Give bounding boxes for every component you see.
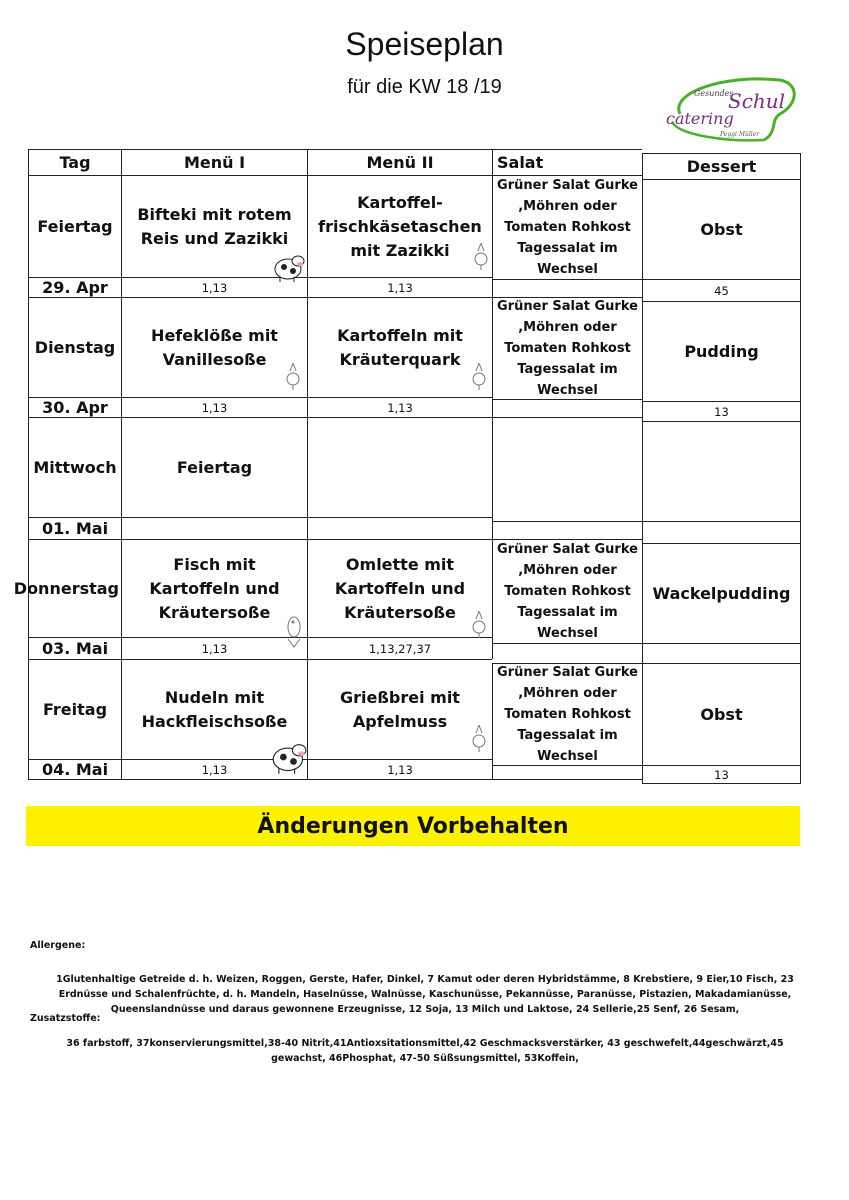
day-cell: Dienstag (28, 297, 121, 397)
menu2-cell: Kartoffeln mit Kräuterquark (307, 297, 492, 397)
radish-icon (470, 361, 488, 395)
column-header-menu1: Menü I (121, 149, 307, 175)
day-cell: Feiertag (28, 175, 121, 277)
radish-icon (284, 361, 302, 395)
page-title: Speiseplan (345, 26, 504, 62)
salad-allergen-code (492, 279, 642, 297)
dessert-cell (642, 421, 801, 521)
salad-cell: Grüner Salat Gurke ,Möhren oder Tomaten Rohkost Tagessalat im Wechsel (492, 297, 642, 399)
column-header-day: Tag (28, 149, 121, 175)
logo-brand-a: Schul (728, 89, 786, 113)
dessert-allergen-code (642, 521, 801, 543)
menu2-allergen-code: 1,13 (307, 759, 492, 780)
dessert-cell: Pudding (642, 301, 801, 401)
catering-logo-graphic (660, 74, 800, 150)
menu1-cell: Nudeln mit Hackfleischsoße (121, 659, 307, 759)
salad-cell: Grüner Salat Gurke ,Möhren oder Tomaten Rohkost Tagessalat im Wechsel (492, 539, 642, 643)
menu1-cell: Fisch mit Kartoffeln und Kräutersoße (121, 539, 307, 637)
date-cell: 04. Mai (28, 759, 121, 780)
menu-table (13, 149, 801, 782)
day-cell: Freitag (28, 659, 121, 759)
dessert-allergen-code (642, 643, 801, 663)
allergens-heading: Allergene: (30, 940, 86, 951)
date-cell: 03. Mai (28, 637, 121, 659)
additives-heading: Zusatzstoffe: (30, 1013, 101, 1024)
salad-allergen-code (492, 643, 642, 659)
salad-allergen-code (492, 765, 642, 780)
cow-icon (268, 739, 310, 779)
menu2-cell: Kartoffel-frischkäsetaschen mit Zazikki (307, 175, 492, 277)
dessert-cell: Obst (642, 663, 801, 765)
menu1-allergen-code: 1,13 (121, 637, 307, 659)
date-cell: 30. Apr (28, 397, 121, 417)
menu2-allergen-code: 1,13 (307, 277, 492, 297)
menu2-cell (307, 417, 492, 517)
logo-top-text: Gesundes (694, 89, 734, 98)
salad-cell: Grüner Salat Gurke ,Möhren oder Tomaten Rohkost Tagessalat im Wechsel (492, 175, 642, 279)
radish-icon (472, 241, 490, 275)
salad-cell: Grüner Salat Gurke ,Möhren oder Tomaten Rohkost Tagessalat im Wechsel (492, 663, 642, 765)
radish-icon (470, 723, 488, 757)
day-cell: Mittwoch (28, 417, 121, 517)
menu1-allergen-code (121, 517, 307, 539)
radish-icon (470, 609, 488, 643)
dessert-allergen-code: 13 (642, 401, 801, 421)
menu2-allergen-code: 1,13,27,37 (307, 637, 492, 659)
salad-allergen-code (492, 399, 642, 417)
menu1-cell: Bifteki mit rotem Reis und Zazikki (121, 175, 307, 277)
column-header-menu2: Menü II (307, 149, 492, 175)
menu2-cell: Omlette mit Kartoffeln und Kräutersoße (307, 539, 492, 637)
menu1-cell: Hefeklöße mit Vanillesoße (121, 297, 307, 397)
dessert-cell: Obst (642, 179, 801, 279)
additives-text: 36 farbstoff, 37konservierungsmittel,38-40 Nitrit,41Antioxsitationsmittel,42 Geschmacksverstärker, 43 geschwefelt,44geschwärzt,45 gewachst, 46Phosphat, 47-50 Süßsungsmittel, 53Koffein, (66, 1038, 784, 1064)
allergens-text: 1Glutenhaltige Getreide d. h. Weizen, Roggen, Gerste, Hafer, Dinkel, 7 Kamut oder deren Hybridstämme, 8 Krebstiere, 9 Eier,10 Fisch, 23 Erdnüsse und Schalenfrüchte, d. h. Mandeln, Haselnüsse, Walnüsse, Kaschunüsse, Pekannüsse, Paranüsse, Pistazien, Makadamianüsse, Queenslandnüsse und daraus gewonnene Erzeugnisse, 12 Soja, 13 Milch und Laktose, 24 Sellerie,25 Senf, 26 Sesam, (56, 974, 794, 1015)
dessert-cell: Wackelpudding (642, 543, 801, 643)
logo-owner: Peggi Müller (720, 131, 760, 138)
menu1-allergen-code: 1,13 (121, 397, 307, 417)
dessert-allergen-code: 45 (642, 279, 801, 301)
menu1-allergen-code: 1,13 (121, 277, 307, 297)
column-header-salad: Salat (492, 149, 642, 175)
column-header-dessert: Dessert (642, 153, 801, 179)
day-cell: Donnerstag (28, 539, 121, 637)
date-cell: 29. Apr (28, 277, 121, 297)
menu2-allergen-code (307, 517, 492, 539)
catering-logo (660, 74, 800, 150)
salad-cell (492, 417, 642, 521)
date-cell: 01. Mai (28, 517, 121, 539)
menu1-cell: Feiertag (121, 417, 307, 517)
page-subtitle: für die KW 18 /19 (347, 76, 502, 98)
salad-allergen-code (492, 521, 642, 539)
cow-icon (272, 251, 306, 287)
menu1-allergen-code: 1,13 (121, 759, 307, 780)
fish-icon (284, 613, 304, 653)
logo-brand-b: catering (666, 109, 734, 128)
notice-banner: Änderungen Vorbehalten (26, 806, 800, 846)
dessert-allergen-code: 13 (642, 765, 801, 784)
menu2-cell: Grießbrei mit Apfelmuss (307, 659, 492, 759)
menu2-allergen-code: 1,13 (307, 397, 492, 417)
